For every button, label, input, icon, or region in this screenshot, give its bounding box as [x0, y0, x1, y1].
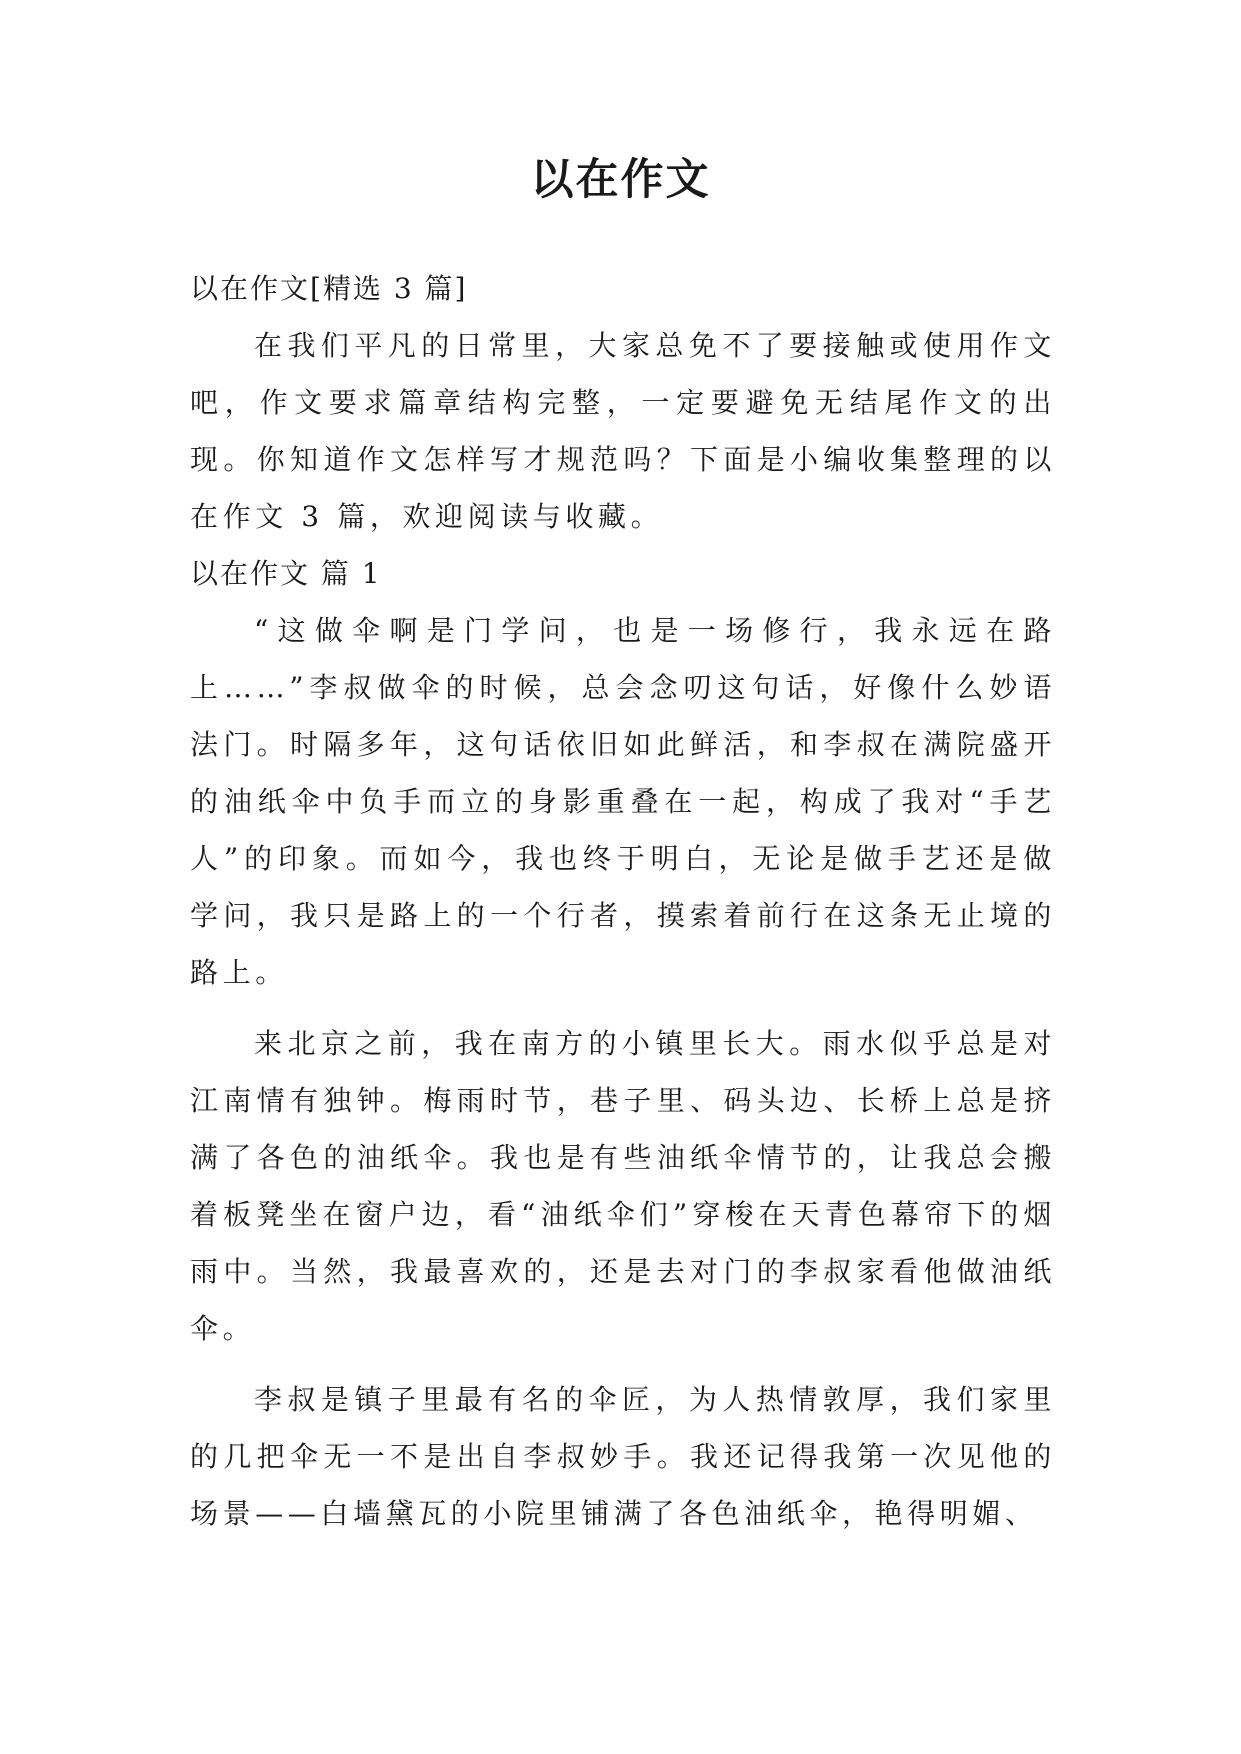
section-title: 以在作文 篇 1	[190, 557, 382, 590]
document-subtitle: 以在作文[精选 3 篇]	[190, 272, 468, 305]
document-title: 以在作文	[530, 155, 711, 205]
intro-paragraph: 在我们平凡的日常里，大家总免不了要接触或使用作文吧，作文要求篇章结构完整，一定要避免无结尾作文的出现。你知道作文怎样写才规范吗？下面是小编收集整理的以在作文 3 篇，欢迎阅读与收藏。	[190, 329, 1056, 533]
body-paragraph: 来北京之前，我在南方的小镇里长大。雨水似乎总是对江南情有独钟。梅雨时节，巷子里、码头边、长桥上总是挤满了各色的油纸伞。我也是有些油纸伞情节的，让我总会搬着板凳坐在窗户边，看“油纸伞们”穿梭在天青色幕帘下的烟雨中。当然，我最喜欢的，还是去对门的李叔家看他做油纸伞。	[190, 1027, 1056, 1345]
body-paragraph: “这做伞啊是门学问，也是一场修行，我永远在路上……”李叔做伞的时候，总会念叨这句话，好像什么妙语法门。时隔多年，这句话依旧如此鲜活，和李叔在满院盛开的油纸伞中负手而立的身影重叠在一起，构成了我对“手艺人”的印象。而如今，我也终于明白，无论是做手艺还是做学问，我只是路上的一个行者，摸索着前行在这条无止境的路上。	[190, 614, 1056, 989]
body-paragraph: 李叔是镇子里最有名的伞匠，为人热情敦厚，我们家里的几把伞无一不是出自李叔妙手。我还记得我第一次见他的场景——白墙黛瓦的小院里铺满了各色油纸伞，艳得明媚、	[190, 1383, 1056, 1530]
document-body	[190, 260, 1056, 1542]
